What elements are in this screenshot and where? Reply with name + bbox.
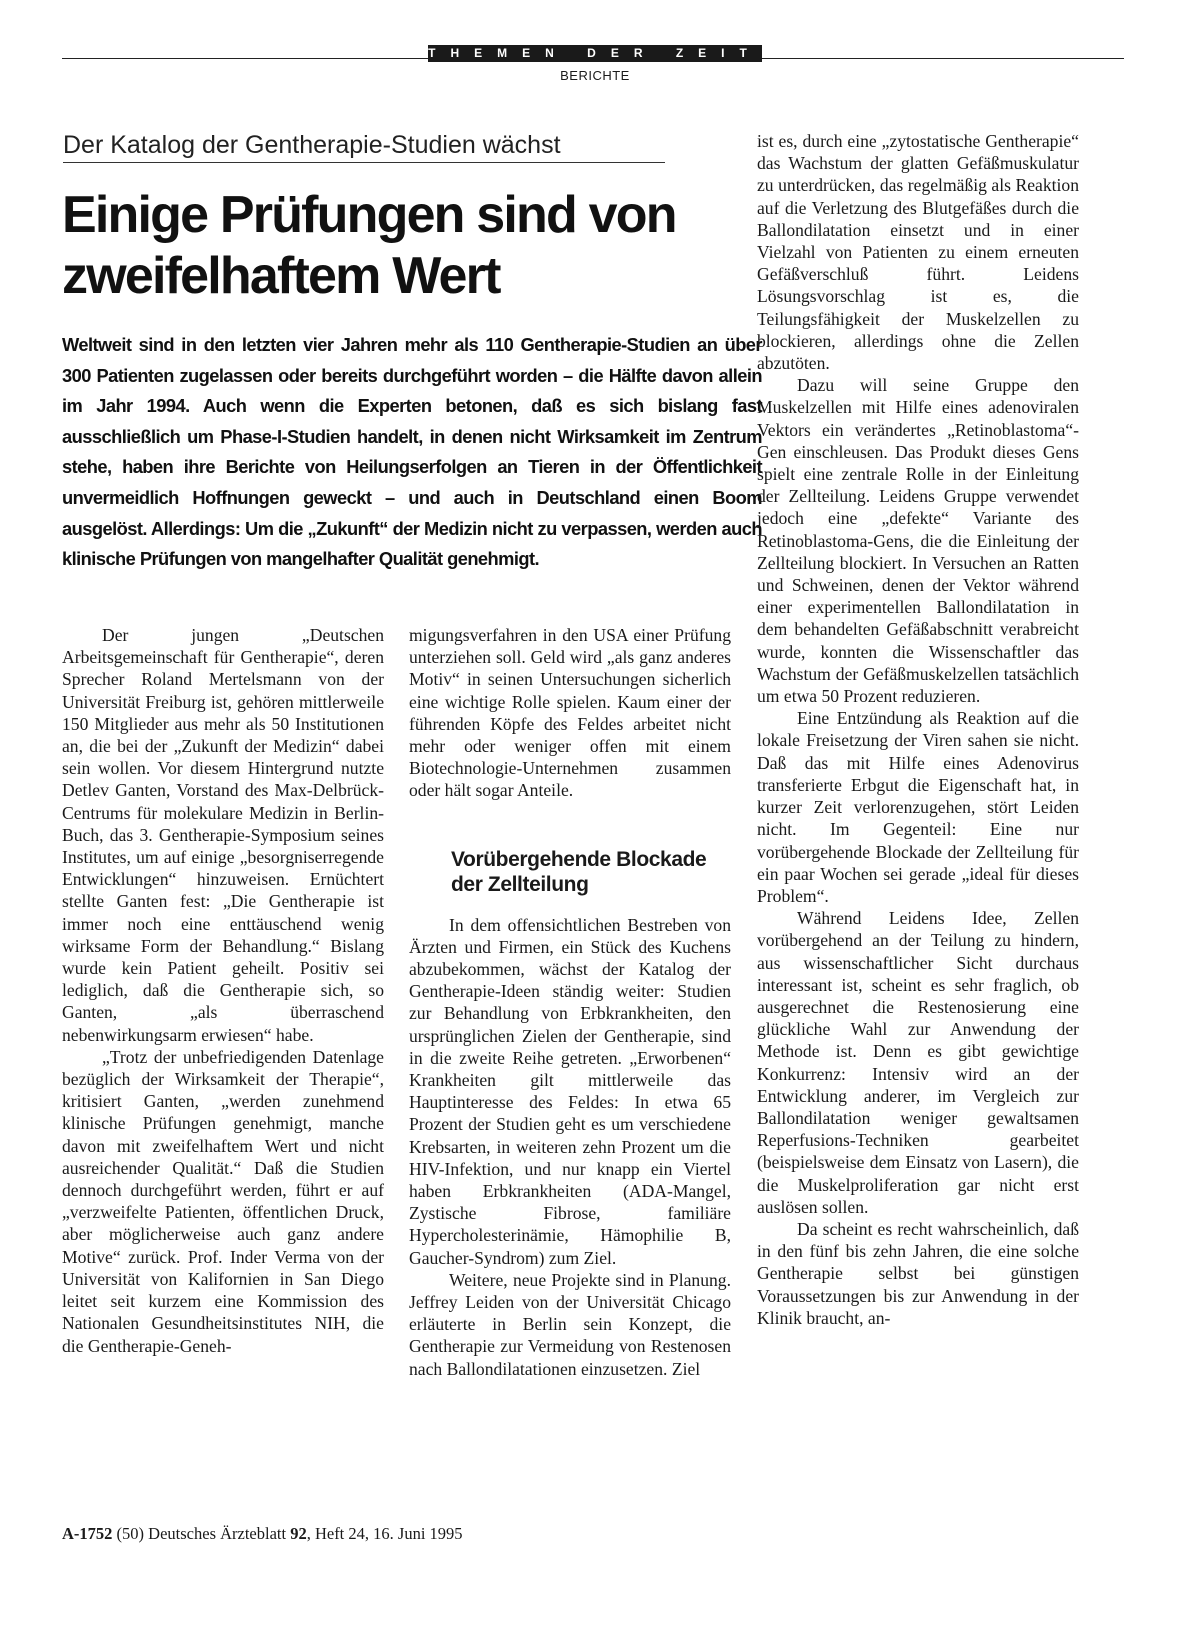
page-footer bbox=[62, 1524, 463, 1544]
paragraph: Weitere, neue Projekte sind in Planung. Jeffrey Leiden von der Universität Chicago erläuterte in Berlin sein Konzept, die Gentherapie zur Vermeidung von Restenosen nach Ballondilatationen einzusetzen. Ziel bbox=[409, 1269, 731, 1379]
paragraph: Während Leidens Idee, Zellen vorübergehend an der Teilung zu hindern, aus wissenschaftlicher Sicht durchaus interessant ist, scheint es sehr fraglich, ob ausgerechnet die Restenosierung eine glückliche Wahl zur Anwendung der Methode ist. Denn es gibt gewichtige Konkurrenz: Intensiv wird an der Entwicklung anderer, im Vergleich zur Ballondilatation weniger gewaltsamen Reperfusions-Techniken gearbeitet (beispielsweise dem Einsatz von Lasern), die die Muskelproliferation gar nicht erst auslösen sollen. bbox=[757, 908, 1079, 1217]
paragraph: Der jungen „Deutschen Arbeitsgemeinschaft für Gentherapie“, deren Sprecher Roland Mertelsmann von der Universität Freiburg ist, gehören mittlerweile 150 Mitglieder aus mehr als 50 Institutionen an, die bei der „Zukunft der Medizin“ dabei sein wollen. Vor diesem Hintergrund nutzte Detlev Ganten, Vorstand des Max-Delbrück-Centrums für molekulare Medizin in Berlin-Buch, das 3. Gentherapie-Symposium seines Institutes, um auf einige „besorgniserregende Entwicklungen“ hinzuweisen. Ernüchtert stellte Ganten fest: „Die Gentherapie ist immer noch eine enttäuschend wenig wirksame Form der Behandlung.“ Bislang wurde kein Patient geheilt. Positiv sei lediglich, daß die Gentherapie sich, so Ganten, „als überraschend nebenwirkungsarm erwiesen“ habe. bbox=[62, 625, 384, 1045]
body-column-3 bbox=[757, 130, 1079, 1329]
body-column-1 bbox=[62, 624, 384, 1357]
paragraph: migungsverfahren in den USA einer Prüfung unterziehen soll. Geld wird „als ganz anderes Motiv“ in seinen Untersuchungen sicherlich eine wichtige Rolle spielen. Kaum einer der führenden Köpfe des Feldes arbeitet nicht mehr oder weniger offen mit einem Biotechnologie-Unternehmen zusammen oder hält sogar Anteile. bbox=[409, 625, 731, 801]
page-number: (50) bbox=[116, 1524, 145, 1543]
article-lead: Weltweit sind in den letzten vier Jahren mehr als 110 Gentherapie-Studien an über 300 Patienten zugelassen oder bereits durchgeführt worden – die Hälfte davon allein im Jahr 1994. Auch wenn die Experten betonen, daß es sich bislang fast ausschließlich um Phase-I-Studien handelt, in denen nicht Wirksamkeit im Zentrum stehe, haben ihre Berichte von Heilungserfolgen an Tieren in der Öffentlichkeit unvermeidlich Hoffnungen geweckt – und auch in Deutschland einen Boom ausgelöst. Allerdings: Um die „Zukunft“ der Medizin nicht zu verpassen, werden auch klinische Prüfungen von mangelhafter Qualität genehmigt. bbox=[62, 334, 762, 570]
article-headline: Einige Prüfungen sind von zweifelhaftem Wert bbox=[62, 186, 676, 305]
paragraph: ist es, durch eine „zytostatische Gentherapie“ das Wachstum der glatten Gefäßmuskulatur zu unterdrücken, das regelmäßig als Reaktion auf die Verletzung des Blutgefäßes durch die Ballondilatation einsetzt und in einer Vielzahl von Patienten zu einem erneuten Gefäßverschluß führt. Leidens Lösungsvorschlag ist es, die Teilungsfähigkeit der Muskelzellen zu blockieren, allerdings ohne die Zellen abzutöten. bbox=[757, 131, 1079, 374]
body-column-2 bbox=[409, 624, 731, 1380]
section-subheading: Vorübergehende Blockade der Zellteilung bbox=[451, 847, 707, 896]
page-code: A-1752 bbox=[62, 1524, 113, 1543]
paragraph: „Trotz der unbefriedigenden Datenlage bezüglich der Wirksamkeit der Therapie“, kritisiert Ganten, „werden zunehmend klinische Prüfungen genehmigt, manche davon mit zweifelhaftem Wert und nicht ausreichender Qualität.“ Daß die Studien dennoch durchgeführt werden, führt er auf „verzweifelte Patienten, öffentlichen Druck, aber möglicherweise auch ganz andere Motive“ zurück. Prof. Inder Verma von der Universität von Kalifornien in San Diego leitet seit kurzem eine Kommission des Nationalen Gesundheitsinstitutes NIH, die die Gentherapie-Geneh- bbox=[62, 1046, 384, 1356]
issue-date: , Heft 24, 16. Juni 1995 bbox=[306, 1524, 463, 1543]
volume-number: 92 bbox=[290, 1524, 307, 1543]
paragraph: Dazu will seine Gruppe den Muskelzellen mit Hilfe eines adenoviralen Vektors ein verändertes „Retinoblastoma“-Gen einschleusen. Das Produkt dieses Gens spielt eine zentrale Rolle in der Einleitung der Zellteilung. Leidens Gruppe verwendet jedoch eine „defekte“ Variante des Retinoblastoma-Gens, die die Einleitung der Zellteilung blockiert. In Versuchen an Ratten und Schweinen, denen der Vektor während einer experimentellen Ballondilatation in dem behandelten Gefäßabschnitt verabreicht wurde, konnten die Wissenschaftler das Wachstum der Gefäßmuskelzellen tatsächlich um etwa 50 Prozent reduzieren. bbox=[757, 375, 1079, 707]
paragraph: Da scheint es recht wahrscheinlich, daß in den fünf bis zehn Jahren, die eine solche Gentherapie selbst bei günstigen Voraussetzungen bis zur Anwendung in der Klinik braucht, an- bbox=[757, 1218, 1079, 1328]
journal-name: Deutsches Ärzteblatt bbox=[148, 1524, 287, 1543]
paragraph: In dem offensichtlichen Bestreben von Ärzten und Firmen, ein Stück des Kuchens abzubekommen, wächst der Katalog der Gentherapie-Ideen ständig weiter: Studien zur Behandlung von Erbkrankheiten, den ursprünglichen Zielen der Gentherapie, sind in die zweite Reihe getreten. „Erworbenen“ Krankheiten gilt mittlerweile das Hauptinteresse des Feldes: In etwa 65 Prozent der Studien geht es um verschiedene Krebsarten, in weiteren zehn Prozent um die HIV-Infektion, und nur knapp ein Viertel haben Erbkrankheiten (ADA-Mangel, Zystische Fibrose, familiäre Hypercholesterinämie, Hämophilie B, Gaucher-Syndrom) zum Ziel. bbox=[409, 914, 731, 1268]
section-label: BERICHTE bbox=[560, 68, 630, 83]
article-kicker: Der Katalog der Gentherapie-Studien wächst bbox=[63, 131, 665, 163]
section-banner: THEMEN DER ZEIT bbox=[428, 46, 762, 60]
paragraph: Eine Entzündung als Reaktion auf die lokale Freisetzung der Viren sahen sie nicht. Daß das mit Hilfe eines Adenovirus transferierte Erbgut die Eigenschaft hat, in kurzer Zeit verlorenzugehen, stört Leiden nicht. Im Gegenteil: Eine nur vorübergehende Blockade der Zellteilung für ein paar Wochen sei gerade „ideal für dieses Problem“. bbox=[757, 708, 1079, 906]
